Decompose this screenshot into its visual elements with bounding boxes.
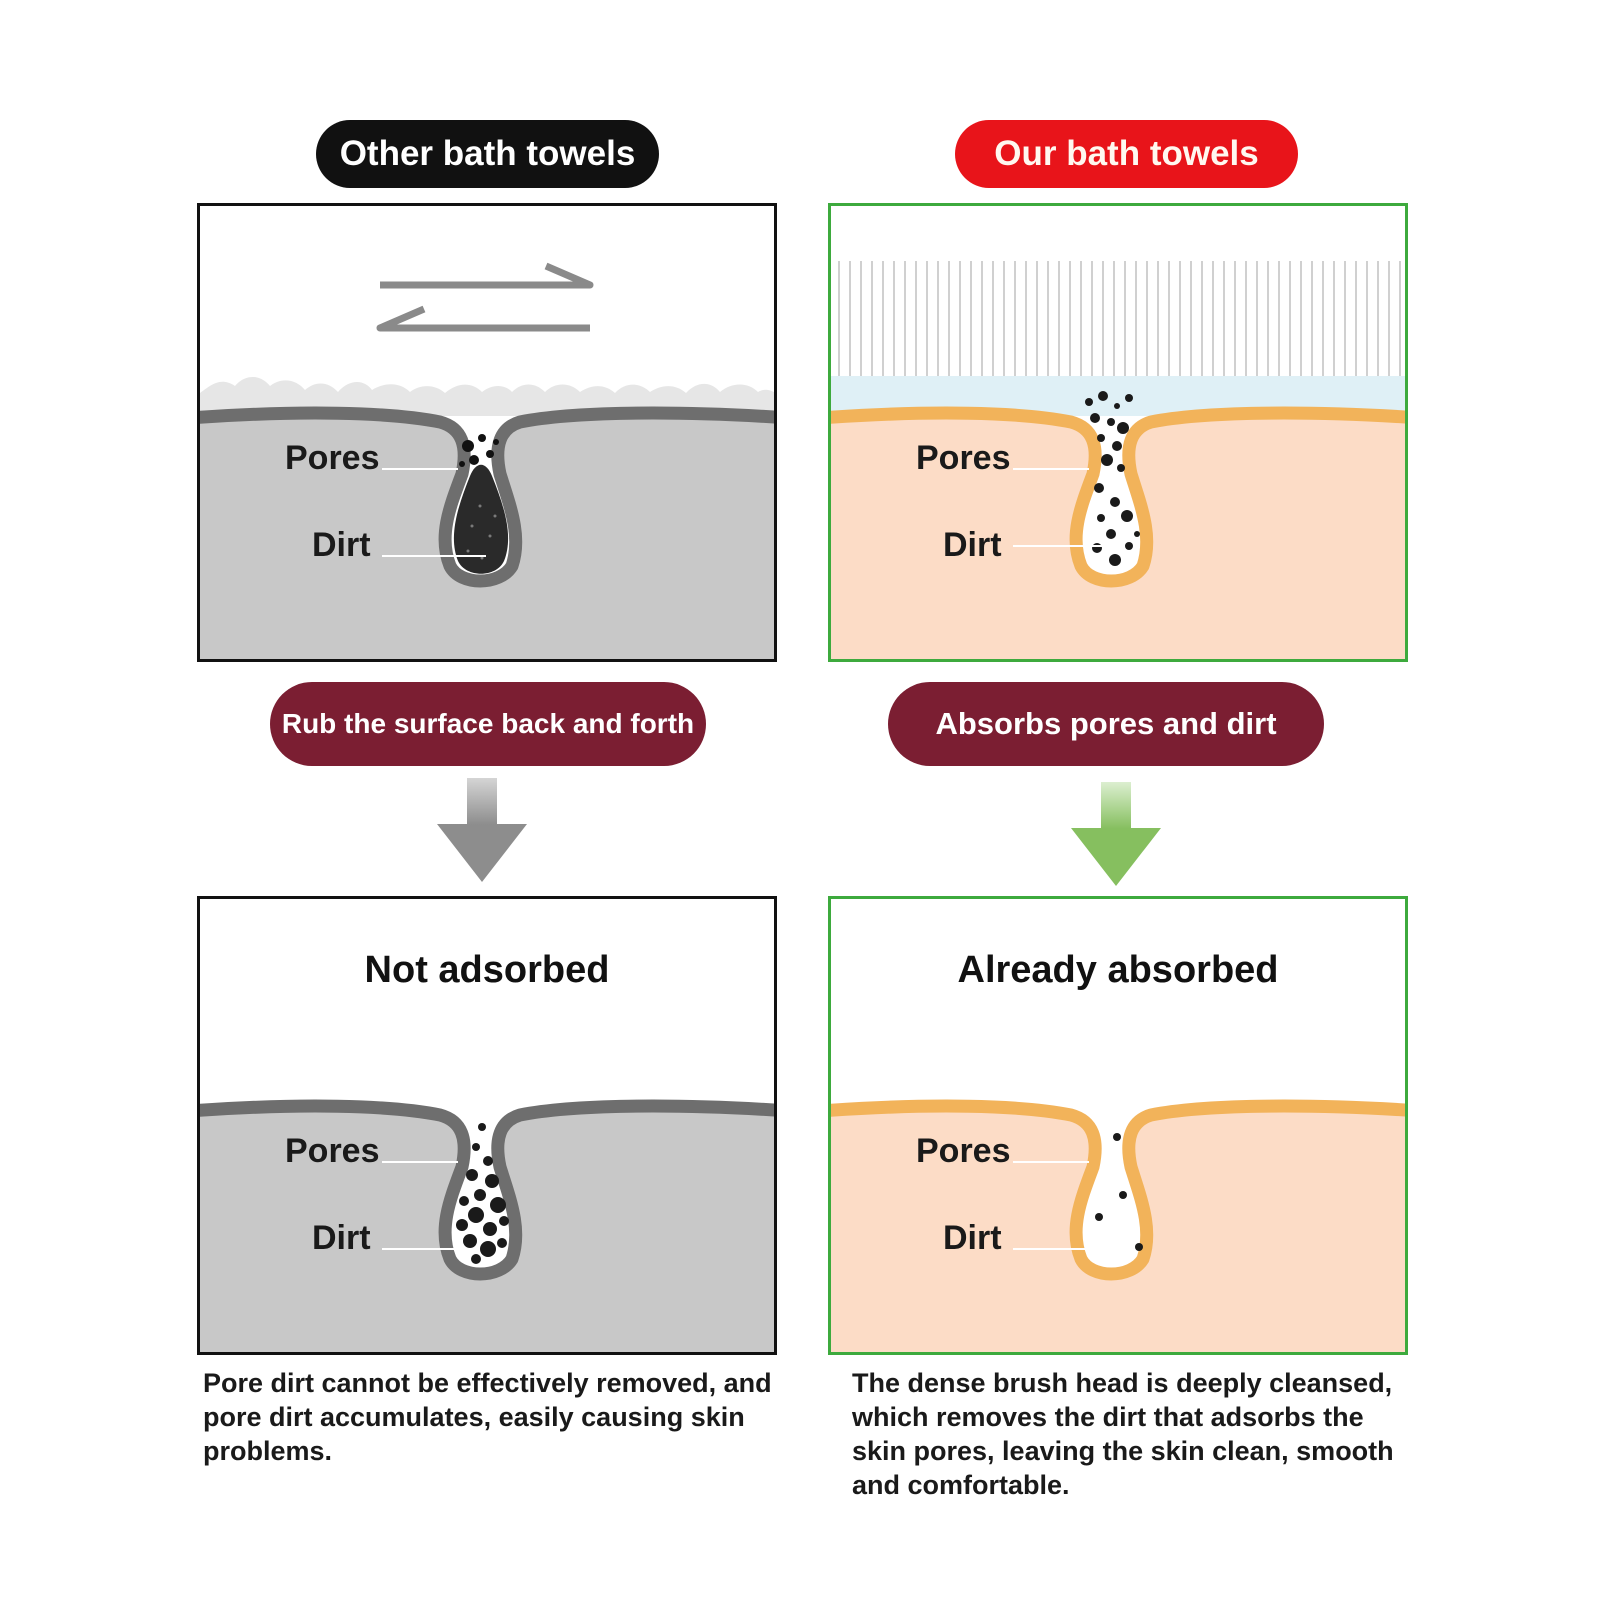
pores-label: Pores — [916, 439, 1011, 477]
other-towel-rubbing-panel — [197, 203, 777, 662]
dirt-label: Dirt — [943, 1219, 1002, 1257]
green-down-arrow-icon — [1071, 782, 1161, 886]
pores-label: Pores — [916, 1132, 1011, 1170]
gray-down-arrow-icon — [437, 778, 527, 882]
not-adsorbed-title: Not adsorbed — [364, 949, 610, 991]
already-absorbed-panel — [828, 896, 1408, 1355]
other-towels-caption: Pore dirt cannot be effectively removed, and pore dirt accumulates, easily causing skin problems. — [203, 1368, 772, 1466]
our-towel-brush-panel — [828, 203, 1408, 662]
pores-label: Pores — [285, 1132, 380, 1170]
dirt-label: Dirt — [312, 1219, 371, 1257]
dirt-label: Dirt — [312, 526, 371, 564]
back-and-forth-arrows-icon — [380, 266, 590, 328]
other-towels-header: Other bath towels — [316, 120, 659, 188]
already-absorbed-title: Already absorbed — [957, 949, 1279, 991]
rub-surface-step: Rub the surface back and forth — [270, 682, 706, 766]
absorbs-dirt-step: Absorbs pores and dirt — [888, 682, 1324, 766]
our-towels-caption: The dense brush head is deeply cleansed, which removes the dirt that adsorbs the skin pores, leaving the skin clean, smooth and comfortable. — [852, 1368, 1394, 1500]
our-towels-header: Our bath towels — [955, 120, 1298, 188]
not-adsorbed-panel — [197, 896, 777, 1355]
pores-label: Pores — [285, 439, 380, 477]
dirt-label: Dirt — [943, 526, 1002, 564]
